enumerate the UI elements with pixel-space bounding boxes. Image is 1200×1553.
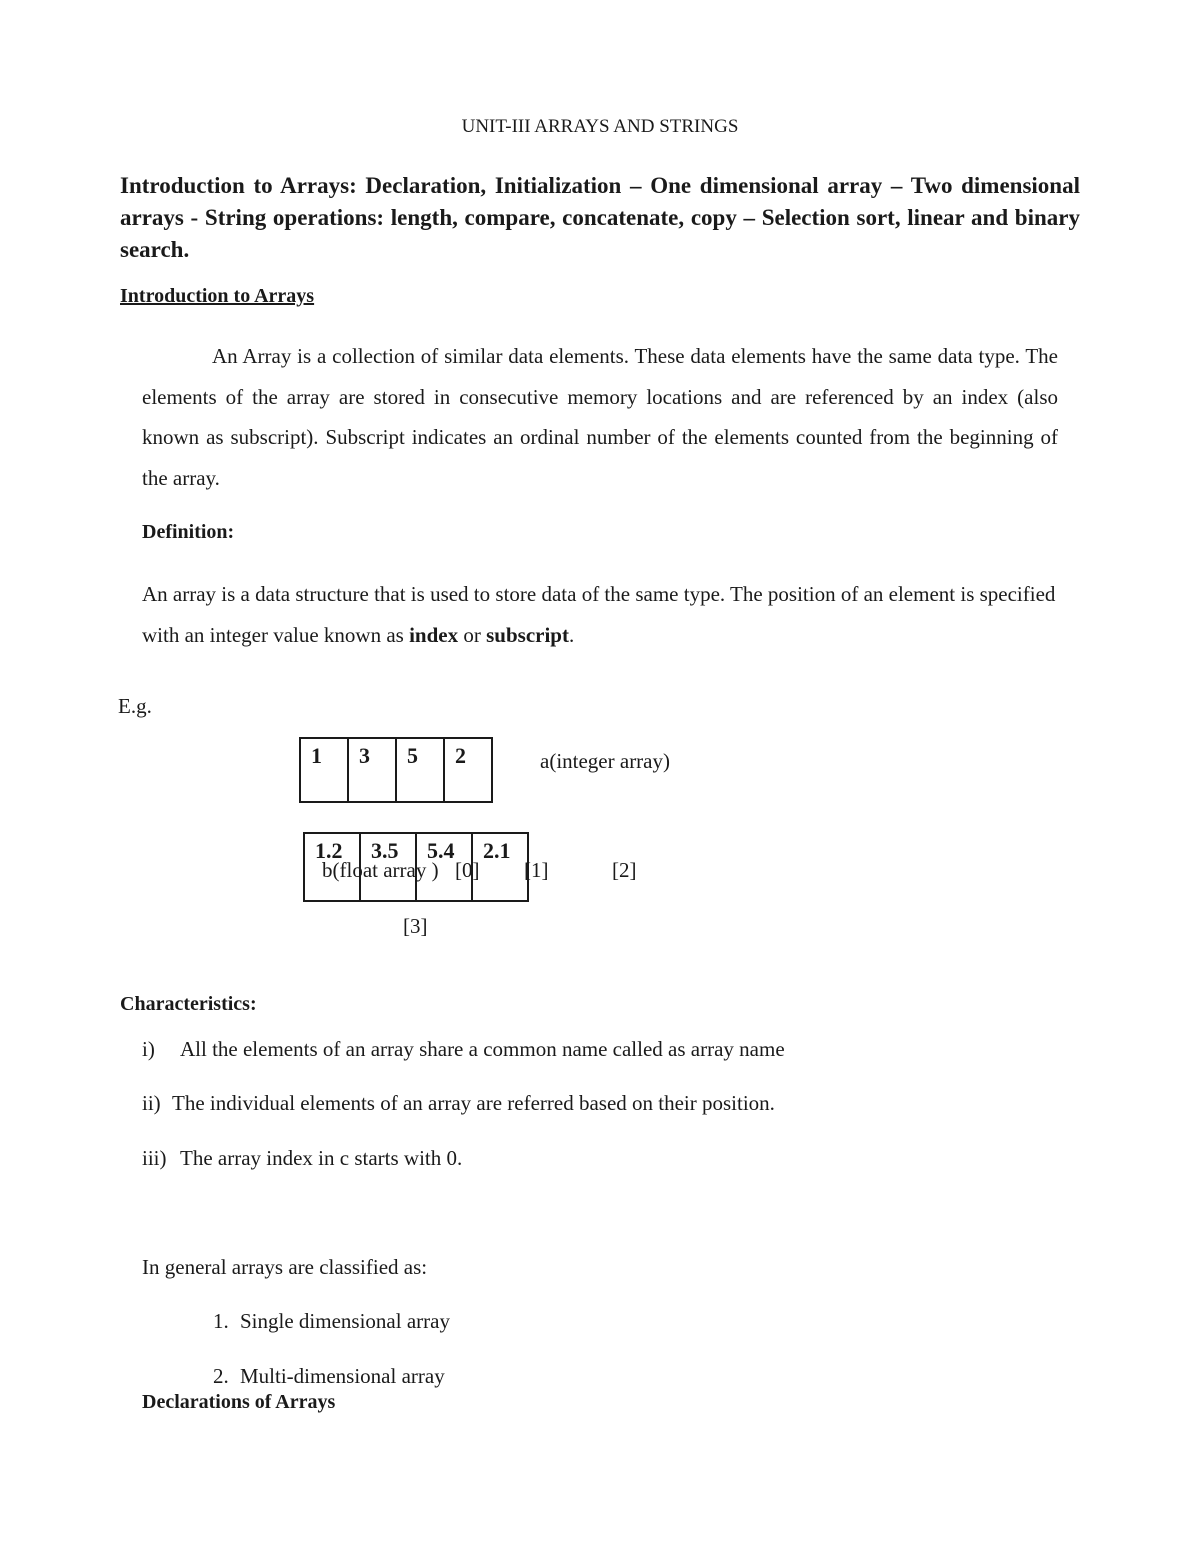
- array-index-1: [1]: [524, 858, 549, 882]
- integer-array-diagram: [299, 737, 493, 803]
- float-array-cell: 2.1: [472, 833, 528, 901]
- list-item: [213, 1364, 445, 1389]
- definition-term-subscript: subscript: [486, 622, 569, 647]
- example-label: E.g.: [118, 694, 152, 718]
- unit-syllabus: Introduction to Arrays: Declaration, Initialization – One dimensional array – Two dimensional arrays - String operations: length, compare, concatenate, copy – Selection sort, linear and binary search.: [120, 173, 1080, 262]
- list-item-text: The individual elements of an array are referred based on their position.: [172, 1091, 775, 1115]
- definition-text: [142, 574, 1072, 655]
- float-array-label: b(float array ): [322, 858, 439, 882]
- characteristics-heading: Characteristics:: [120, 993, 257, 1015]
- classification-intro: In general arrays are classified as:: [142, 1255, 428, 1279]
- integer-array-cell: 3: [348, 738, 396, 802]
- array-intro-paragraph: An Array is a collection of similar data elements. These data elements have the same data type. The elements of the array are stored in consecutive memory locations and are referenced by an index (also known as subscript). Subscript indicates an ordinal number of the elements counted from the beginning of the array.: [142, 344, 1058, 490]
- array-index-0: [0]: [455, 858, 480, 882]
- section-heading-introduction: Introduction to Arrays: [120, 285, 315, 307]
- list-item-text: All the elements of an array share a common name called as array name: [180, 1037, 785, 1061]
- float-array-cell: 3.5: [360, 833, 416, 901]
- float-array-cell: 5.4: [416, 833, 472, 901]
- integer-array-cell: 1: [300, 738, 348, 802]
- list-item: [142, 1091, 775, 1116]
- list-item-number: 1.: [213, 1309, 229, 1333]
- list-item-number: ii): [142, 1091, 161, 1115]
- float-array-cell: 1.2: [304, 833, 360, 901]
- integer-array-label: a(integer array): [540, 749, 670, 773]
- list-item-text: Multi-dimensional array: [240, 1364, 445, 1388]
- definition-text-start: An array is a data structure that is used to store data of the same type. The position of an element is specified with an integer value known as: [142, 582, 1056, 647]
- list-item: [213, 1309, 450, 1334]
- list-item: [142, 1146, 462, 1171]
- list-item-text: The array index in c starts with 0.: [180, 1146, 463, 1170]
- list-item-number: i): [142, 1037, 155, 1061]
- page-title: UNIT-III ARRAYS AND STRINGS: [461, 116, 739, 137]
- array-index-2: [2]: [612, 858, 637, 882]
- definition-heading: Definition:: [142, 521, 235, 543]
- integer-array-cell: 2: [444, 738, 492, 802]
- list-item-text: Single dimensional array: [240, 1309, 450, 1333]
- definition-term-index: index: [409, 622, 459, 647]
- list-item-number: iii): [142, 1146, 167, 1170]
- declarations-heading: Declarations of Arrays: [142, 1391, 336, 1413]
- definition-text-or: or: [458, 622, 487, 647]
- integer-array-cell: 5: [396, 738, 444, 802]
- list-item: [142, 1037, 785, 1062]
- list-item-number: 2.: [213, 1364, 229, 1388]
- array-index-3: [3]: [403, 914, 428, 938]
- definition-text-end: .: [568, 622, 575, 647]
